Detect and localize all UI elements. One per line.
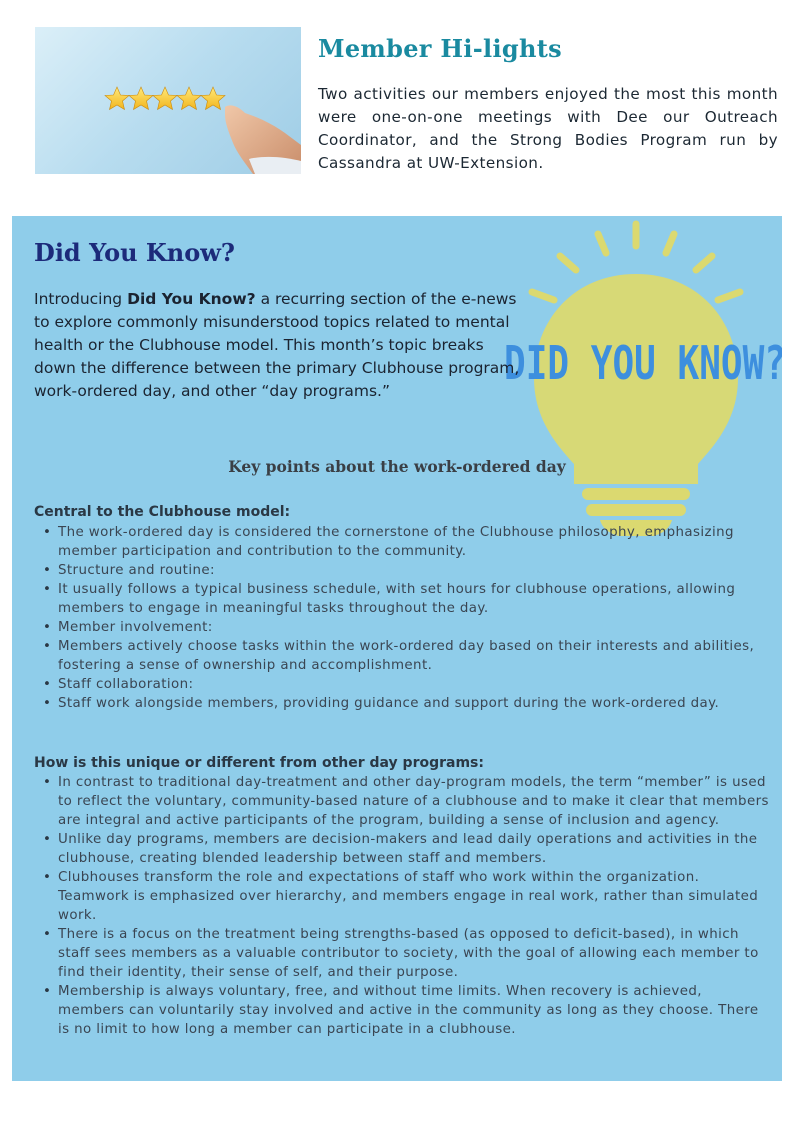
five-star-rating-image [35,27,301,174]
list-item: • Member involvement: [34,618,769,637]
section-heading-differences: How is this unique or different from other day programs: [34,755,484,771]
key-points-title: Key points about the work-ordered day [228,457,566,476]
list-item: • Staff work alongside members, providing guidance and support during the work-ordered day. [34,694,769,713]
list-item: • The work-ordered day is considered the cornerstone of the Clubhouse philosophy, emphasizing member participation and contribution to the community. [34,523,769,561]
differences-list [34,773,769,1039]
did-you-know-graphic-text: DID YOU KNOW? [504,336,786,390]
highlights-text: Two activities our members enjoyed the most this month were one-on-one meetings with Dee our Outreach Coordinator, and the Strong Bodies Program run by Cassandra at UW-Extension. [318,85,778,172]
list-item: • In contrast to traditional day-treatment and other day-program models, the term “member” is used to reflect the voluntary, community-based nature of a clubhouse and to make it clear that members are integral and active participants of the program, building a sense of inclusion and agency. [34,773,769,830]
list-item: • Unlike day programs, members are decision-makers and lead daily operations and activities in the clubhouse, creating blended leadership between staff and members. [34,830,769,868]
list-item: • Clubhouses transform the role and expectations of staff who work within the organization. Teamwork is emphasized over hierarchy, and members engage in real work, rather than simulated work. [34,868,769,925]
star-icon [105,87,225,110]
list-item: • It usually follows a typical business schedule, with set hours for clubhouse operations, allowing members to engage in meaningful tasks throughout the day. [34,580,769,618]
did-you-know-intro: Introducing Did You Know? a recurring section of the e-news to explore commonly misunderstood topics related to mental health or the Clubhouse model. This month’s topic breaks down the difference between the primary Clubhouse program, work-ordered day, and other “day programs.” [34,290,520,400]
section-heading-central: Central to the Clubhouse model: [34,504,291,520]
did-you-know-panel [12,216,786,1081]
list-item: • Members actively choose tasks within the work-ordered day based on their interests and abilities, fostering a sense of ownership and accomplishment. [34,637,769,675]
central-points-list [34,523,769,713]
list-item: • Staff collaboration: [34,675,769,694]
list-item: • Membership is always voluntary, free, and without time limits. When recovery is achieved, members can voluntarily stay involved and active in the community as long as they choose. There is no limit to how long a member can participate in a clubhouse. [34,982,769,1039]
lightbulb-icon [502,216,786,536]
highlights-title: Member Hi-lights [318,34,562,63]
list-item: • Structure and routine: [34,561,769,580]
list-item: • There is a focus on the treatment being strengths-based (as opposed to deficit-based), in which staff sees members as a valuable contributor to society, with the goal of allowing each member to find their identity, their sense of self, and their purpose. [34,925,769,982]
did-you-know-title: Did You Know? [34,238,235,267]
